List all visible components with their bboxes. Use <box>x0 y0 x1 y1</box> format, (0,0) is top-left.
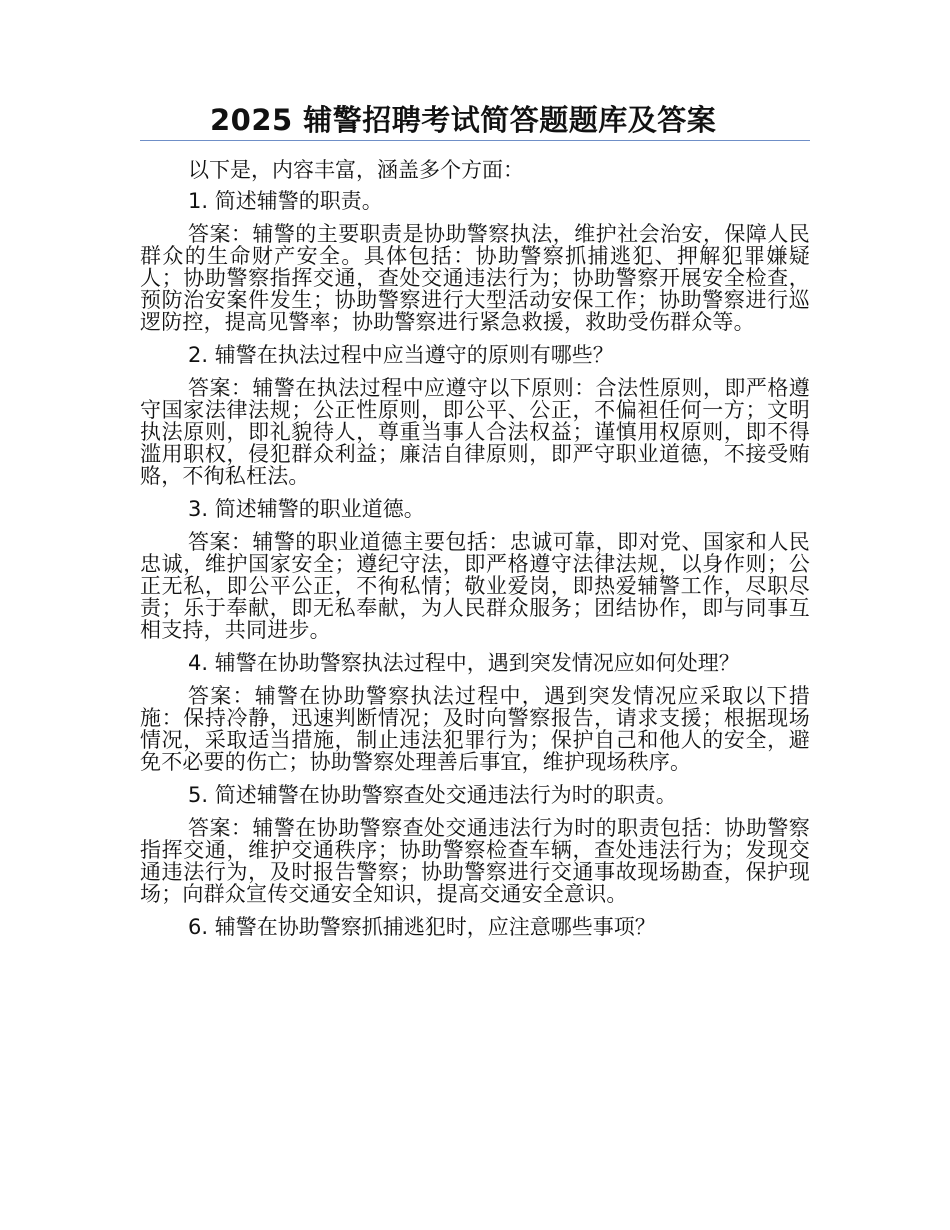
answer-2: 答案：辅警在执法过程中应遵守以下原则：合法性原则，即严格遵守国家法律法规；公正性原则，即公平、公正，不偏袒任何一方；文明执法原则，即礼貌待人，尊重当事人合法权益；谨慎用权原则，即不得滥用职权，侵犯群众利益；廉洁自律原则，即严守职业道德，不接受贿赂，不徇私枉法。 <box>140 376 810 488</box>
answer-5: 答案：辅警在协助警察查处交通违法行为时的职责包括：协助警察指挥交通，维护交通秩序；协助警察检查车辆，查处违法行为；发现交通违法行为，及时报告警察；协助警察进行交通事故现场勘查，保护现场；向群众宣传交通安全知识，提高交通安全意识。 <box>140 816 810 906</box>
document-page <box>140 100 810 949</box>
answer-4: 答案：辅警在协助警察执法过程中，遇到突发情况应采取以下措施：保持冷静，迅速判断情况；及时向警察报告，请求支援；根据现场情况，采取适当措施，制止违法犯罪行为；保护自己和他人的安全，避免不必要的伤亡；协助警察处理善后事宜，维护现场秩序。 <box>140 684 810 774</box>
answer-1: 答案：辅警的主要职责是协助警察执法，维护社会治安，保障人民群众的生命财产安全。具体包括：协助警察抓捕逃犯、押解犯罪嫌疑人；协助警察指挥交通，查处交通违法行为；协助警察开展安全检查，预防治安案件发生；协助警察进行大型活动安保工作；协助警察进行巡逻防控，提高见警率；协助警察进行紧急救援，救助受伤群众等。 <box>140 222 810 334</box>
question-3: 3. 简述辅警的职业道德。 <box>188 497 425 521</box>
question-5: 5. 简述辅警在协助警察查处交通违法行为时的职责。 <box>188 783 677 807</box>
document-title: 2025 辅警招聘考试简答题题库及答案 <box>210 103 717 137</box>
title-underline <box>140 140 810 141</box>
question-6: 6. 辅警在协助警察抓捕逃犯时，应注意哪些事项？ <box>188 915 656 939</box>
intro-paragraph: 以下是，内容丰富，涵盖多个方面： <box>188 158 524 182</box>
question-2: 2. 辅警在执法过程中应当遵守的原则有哪些？ <box>188 343 614 367</box>
answer-3: 答案：辅警的职业道德主要包括：忠诚可靠，即对党、国家和人民忠诚，维护国家安全；遵纪守法，即严格遵守法律法规，以身作则；公正无私，即公平公正，不徇私情；敬业爱岗，即热爱辅警工作，尽职尽责；乐于奉献，即无私奉献，为人民群众服务；团结协作，即与同事互相支持，共同进步。 <box>140 530 810 642</box>
question-1: 1. 简述辅警的职责。 <box>188 189 383 213</box>
question-4: 4. 辅警在协助警察执法过程中，遇到突发情况应如何处理？ <box>188 651 740 675</box>
